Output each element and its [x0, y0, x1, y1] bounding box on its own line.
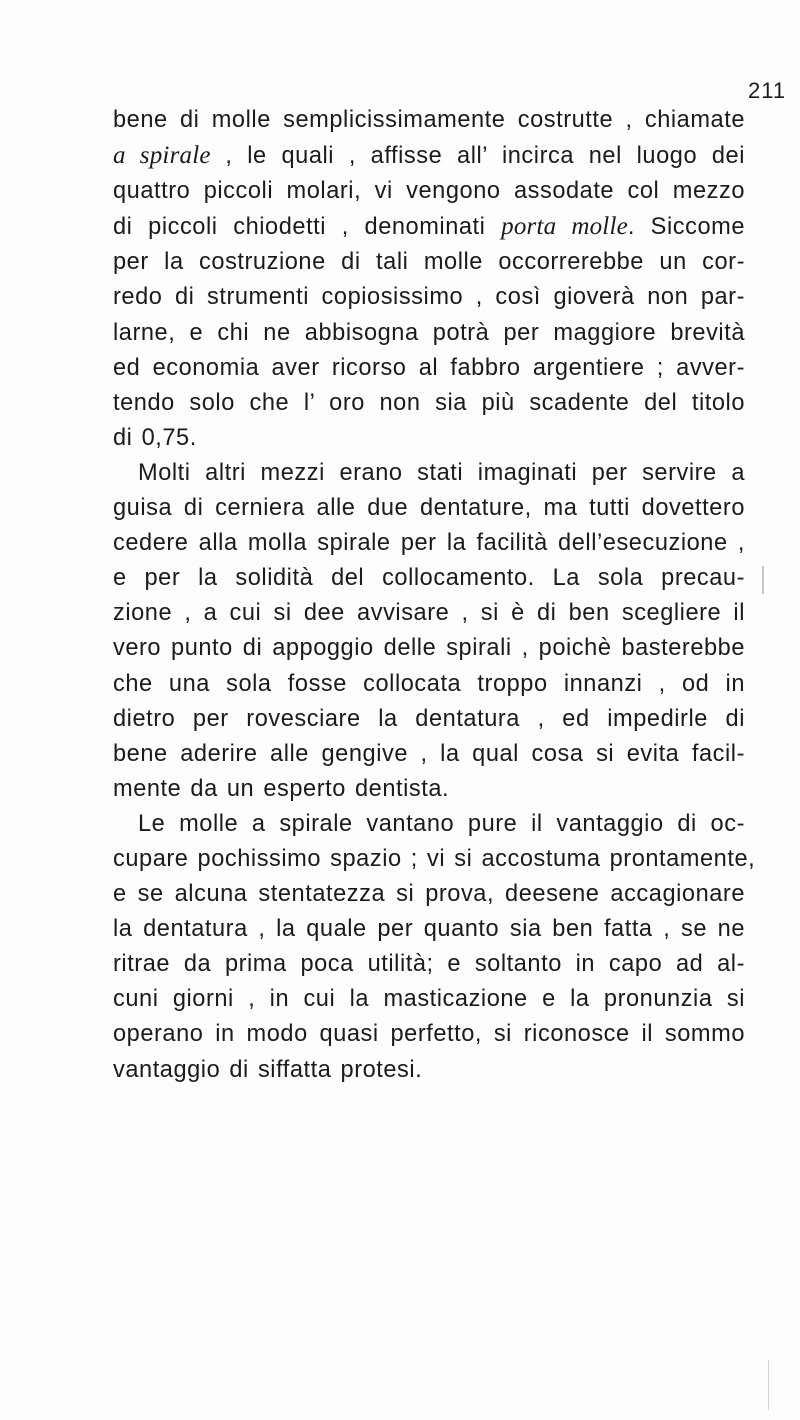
text-line: a spirale , le quali , affisse all’ incirca nel luogo dei — [113, 142, 746, 170]
text-line: cupare pochissimo spazio ; vi si accostuma prontamente, — [113, 845, 756, 872]
paragraph-1 — [113, 103, 745, 456]
italic-term-a-spirale: a spirale — [113, 142, 211, 170]
text-line: dietro per rovesciare la dentatura , ed impedirle di — [113, 705, 745, 732]
text-line: ed economia aver ricorso al fabbro argentiere ; avver- — [113, 354, 745, 381]
text-line: ritrae da prima poca utilità; e soltanto in capo ad al- — [113, 951, 745, 978]
text-line: quattro piccoli molari, vi vengono assodate col mezzo — [113, 178, 745, 205]
text-line: bene di molle semplicissimamente costrutte , chiamate — [113, 107, 745, 133]
text-line: guisa di cerniera alle due dentature, ma tutti dovettero — [113, 495, 745, 522]
text-line: Le molle a spirale vantano pure il vantaggio di oc- — [138, 810, 745, 837]
text-line: cedere alla molla spirale per la facilità dell’esecuzione , — [113, 530, 745, 557]
body-text — [113, 103, 756, 1088]
text-line: vero punto di appoggio delle spirali , poichè basterebbe — [113, 635, 745, 662]
text-line: tendo solo che l’ oro non sia più scadente del titolo — [113, 389, 745, 416]
text-line: e per la solidità del collocamento. La sola precau- — [113, 565, 745, 592]
text-line: di piccoli chiodetti , denominati porta molle. Siccome — [113, 213, 745, 241]
text-line: e se alcuna stentatezza si prova, deesene accagionare — [113, 881, 745, 908]
text-line: redo di strumenti copiosissimo , così gioverà non par- — [113, 284, 745, 311]
text-line: Molti altri mezzi erano stati imaginati per servire a — [138, 459, 745, 486]
text-line: per la costruzione di tali molle occorrerebbe un cor- — [113, 249, 745, 276]
text-line: cuni giorni , in cui la masticazione e la pronunzia si — [113, 986, 745, 1013]
text-line: zione , a cui si dee avvisare , si è di ben scegliere il — [113, 600, 745, 627]
italic-term-porta-molle: porta molle — [501, 213, 628, 241]
text-line: che una sola fosse collocata troppo innanzi , od in — [113, 670, 745, 697]
text-line: operano in modo quasi perfetto, si riconosce il sommo — [113, 1021, 745, 1048]
margin-mark — [768, 1360, 769, 1410]
text-line: di 0,75. — [113, 424, 197, 451]
text-line: mente da un esperto dentista. — [113, 775, 450, 802]
paragraph-3 — [113, 807, 756, 1088]
text-line: vantaggio di siffatta protesi. — [113, 1056, 423, 1083]
text-line: bene aderire alle gengive , la qual cosa si evita facil- — [113, 740, 745, 767]
text-line: larne, e chi ne abbisogna potrà per maggiore brevità — [113, 319, 745, 346]
paragraph-2 — [113, 456, 745, 807]
page-number: 211 — [748, 78, 787, 103]
margin-mark — [762, 566, 764, 594]
text-line: la dentatura , la quale per quanto sia ben fatta , se ne — [113, 916, 745, 943]
